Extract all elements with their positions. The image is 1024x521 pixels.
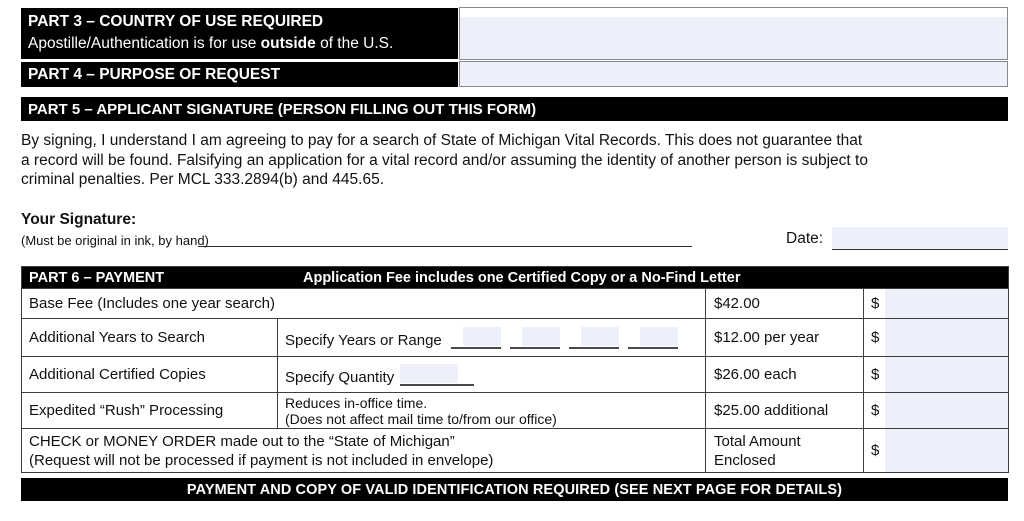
rush-amount-cell [864, 393, 1009, 429]
signature-note: (Must be original in ink, by hand) [21, 233, 209, 248]
rush-price: $25.00 additional [706, 393, 864, 429]
base-fee-row [22, 289, 1009, 319]
base-fee-price: $42.00 [706, 289, 864, 319]
check-note-line-1: CHECK or MONEY ORDER made out to the “State of Michigan” [29, 432, 455, 450]
additional-copies-amount-input[interactable] [885, 357, 1008, 392]
year-field-1[interactable] [451, 327, 501, 349]
part3-header [21, 8, 458, 59]
disclaimer-line-2: a record will be found. Falsifying an application for a vital record and/or assuming the identity of another person is subject to [21, 151, 868, 169]
base-fee-amount-input[interactable] [885, 289, 1008, 318]
additional-years-detail [278, 319, 706, 357]
total-amount-label [706, 429, 864, 473]
additional-years-row [22, 319, 1009, 357]
signature-line[interactable] [198, 230, 692, 247]
quantity-field[interactable] [400, 364, 474, 386]
specify-quantity-label: Specify Quantity [285, 368, 395, 386]
total-row [22, 429, 1009, 473]
rush-label: Expedited “Rush” Processing [22, 393, 278, 429]
country-of-use-input[interactable] [459, 7, 1008, 60]
signature-row [21, 228, 1011, 250]
payment-table [21, 266, 1009, 473]
dollar-sign: $ [871, 402, 880, 419]
total-amount-input[interactable] [885, 429, 1008, 472]
dollar-sign: $ [871, 366, 880, 383]
country-of-use-input-area[interactable] [460, 17, 1007, 59]
rush-processing-row [22, 393, 1009, 429]
part4-title: PART 4 – PURPOSE OF REQUEST [28, 65, 281, 83]
part4-header [21, 62, 458, 87]
part6-header [22, 267, 1009, 289]
part5-header [21, 97, 1008, 121]
additional-copies-row [22, 357, 1009, 393]
year-field-2-input[interactable] [522, 327, 560, 346]
total-amount-line-1: Total Amount [714, 432, 801, 450]
total-amount-line-2: Enclosed [714, 451, 776, 469]
part3-title: PART 3 – COUNTRY OF USE REQUIRED [28, 13, 324, 30]
disclaimer-line-1: By signing, I understand I am agreeing to pay for a search of State of Michigan Vital Records. This does not guarantee that [21, 132, 863, 149]
rush-detail-line-1: Reduces in-office time. [285, 394, 428, 411]
quantity-input[interactable] [400, 364, 458, 383]
base-fee-label: Base Fee (Includes one year search) [22, 289, 706, 319]
dollar-sign: $ [871, 442, 880, 459]
dollar-sign: $ [871, 329, 880, 346]
part6-title: PART 6 – PAYMENT [29, 270, 165, 286]
signature-disclaimer [21, 131, 1013, 190]
total-amount-cell [864, 429, 1009, 473]
rush-detail [278, 393, 706, 429]
check-money-order-note [22, 429, 706, 473]
additional-copies-price: $26.00 each [706, 357, 864, 393]
part5-title: PART 5 – APPLICANT SIGNATURE (PERSON FILLING OUT THIS FORM) [28, 100, 537, 118]
date-input[interactable] [832, 227, 1008, 250]
additional-years-amount-input[interactable] [885, 319, 1008, 356]
payment-header-row [22, 267, 1009, 289]
year-field-4[interactable] [628, 327, 678, 349]
year-field-2[interactable] [510, 327, 560, 349]
dollar-sign: $ [871, 295, 880, 312]
rush-detail-line-2: (Does not affect mail time to/from our office) [285, 410, 557, 427]
check-note-line-2: (Request will not be processed if payment is not included in envelope) [29, 451, 494, 469]
part3-subtitle-suffix: of the U.S. [315, 35, 394, 52]
part3-subtitle-bold: outside [260, 35, 316, 52]
additional-copies-detail [278, 357, 706, 393]
your-signature-label: Your Signature: [21, 211, 137, 228]
date-label: Date: [786, 230, 824, 247]
part3-subtitle [28, 33, 458, 55]
additional-copies-amount-cell [864, 357, 1009, 393]
year-field-4-input[interactable] [640, 327, 678, 346]
rush-amount-input[interactable] [885, 393, 1008, 428]
purpose-of-request-input[interactable] [459, 61, 1008, 87]
additional-copies-label: Additional Certified Copies [22, 357, 278, 393]
year-field-3[interactable] [569, 327, 619, 349]
payment-id-required-banner [21, 478, 1008, 501]
additional-years-price: $12.00 per year [706, 319, 864, 357]
additional-years-label: Additional Years to Search [22, 319, 278, 357]
disclaimer-line-3: criminal penalties. Per MCL 333.2894(b) and 445.65. [21, 171, 385, 188]
specify-years-label: Specify Years or Range [285, 331, 442, 349]
base-fee-amount-cell [864, 289, 1009, 319]
additional-years-amount-cell [864, 319, 1009, 357]
part6-subtitle: Application Fee includes one Certified Copy or a No-Find Letter [303, 269, 741, 286]
part3-subtitle-prefix: Apostille/Authentication is for use [28, 35, 261, 52]
year-field-1-input[interactable] [463, 327, 501, 346]
year-field-3-input[interactable] [581, 327, 619, 346]
payment-id-required-text: PAYMENT AND COPY OF VALID IDENTIFICATION REQUIRED (SEE NEXT PAGE FOR DETAILS) [186, 481, 843, 498]
